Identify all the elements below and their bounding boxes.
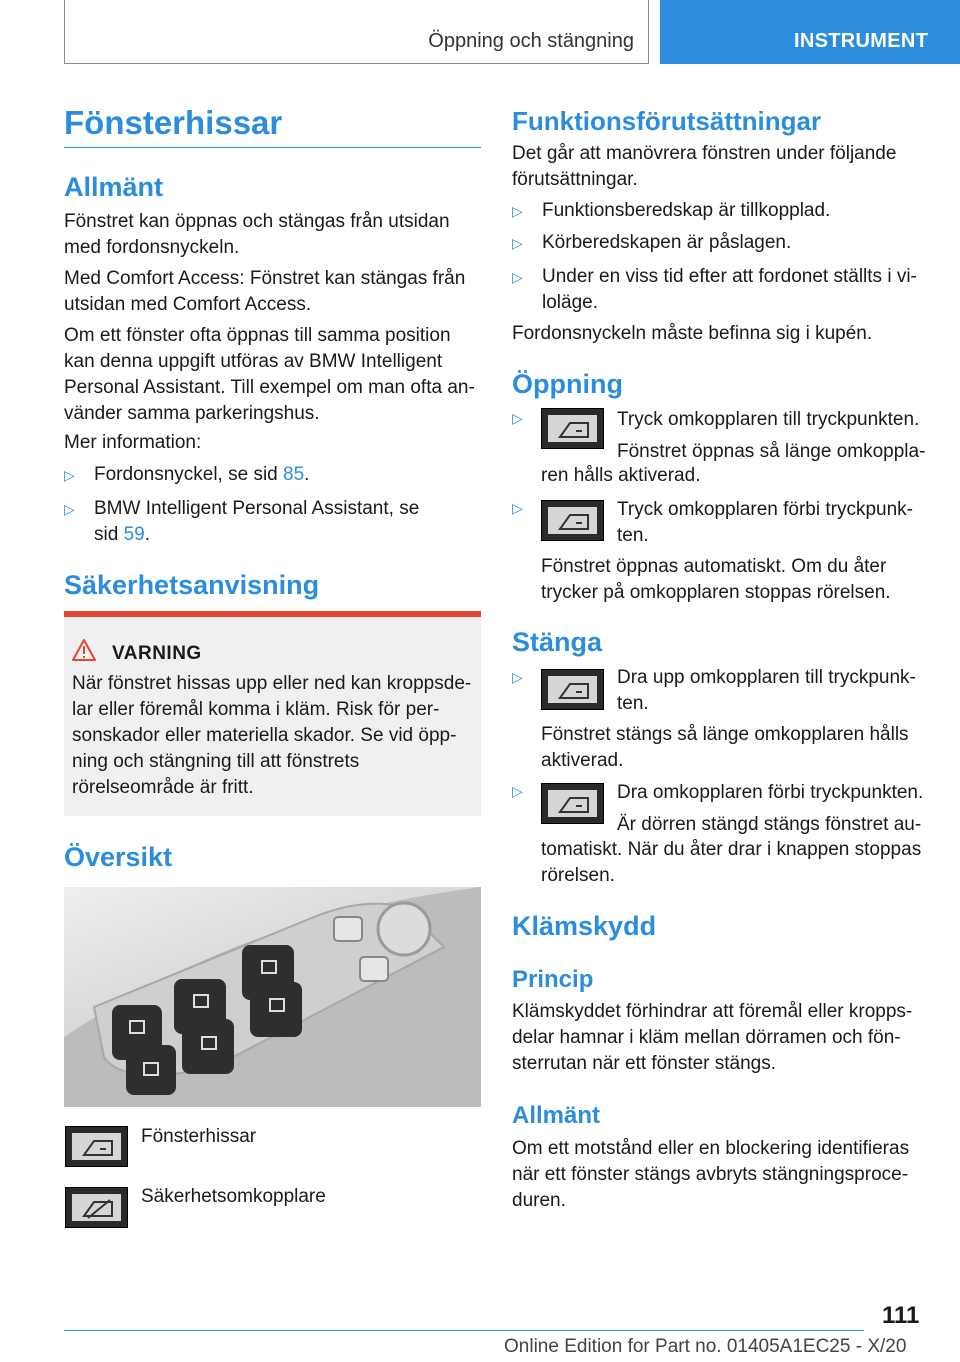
text-line <box>94 522 419 548</box>
window-switch-icon <box>541 669 604 710</box>
text-line: Om ett motstånd eller en blockering identifieras <box>512 1138 910 1159</box>
triangle-bullet-icon: ▷ <box>64 501 75 517</box>
triangle-bullet-icon: ▷ <box>512 269 523 285</box>
bullet-text <box>94 496 419 548</box>
text-line: trycker på omkopplaren stoppas rörelsen. <box>541 582 891 603</box>
bullet-text <box>94 462 309 488</box>
safety-switch-icon <box>65 1187 128 1228</box>
text-line: vänder samma parkeringshus. <box>64 403 320 424</box>
text-line: Fönstret stängs så länge omkopplaren hålls <box>541 724 909 745</box>
text-line: aktiverad. <box>541 750 624 771</box>
paragraph-2 <box>64 266 465 318</box>
window-switch-icon <box>541 500 604 541</box>
bullet-text: Körberedskapen är påslagen. <box>542 232 792 253</box>
text-line: När fönstret hissas upp eller ned kan kroppsde- <box>72 673 472 694</box>
open-step-1-cont: ren hålls aktiverad. <box>541 465 701 486</box>
text-line: lar eller föremål komma i kläm. Risk för per- <box>72 699 440 720</box>
bullet-label: sid <box>94 524 124 545</box>
heading-princip: Princip <box>512 966 594 993</box>
text-line: sonskador eller materiella skador. Se vid öpp- <box>72 725 457 746</box>
footer-edition: Online Edition for Part no. 01405A1EC25 - X/20 <box>504 1336 907 1357</box>
text-line: med fordonsnyckeln. <box>64 237 240 258</box>
list-item <box>64 462 481 488</box>
text-line: när ett fönster stängs avbryts stängningsproce- <box>512 1164 909 1185</box>
heading-oversikt: Översikt <box>64 842 173 872</box>
text-line: Är dörren stängd stängs fönstret au- <box>617 814 922 835</box>
open-step-2 <box>617 497 913 549</box>
text-line: Dra omkopplaren förbi tryckpunkten. <box>617 782 924 803</box>
list-item <box>512 198 932 224</box>
page-link-85[interactable]: 85 <box>283 464 305 485</box>
warning-title: VARNING <box>112 643 202 664</box>
footer-rule <box>64 1330 864 1331</box>
triangle-bullet-icon: ▷ <box>512 410 523 426</box>
heading-sakerhetsanvisning: Säkerhetsanvisning <box>64 570 320 600</box>
text-line: Det går att manövrera fönstren under följande <box>512 143 897 164</box>
warning-triangle-icon <box>72 639 96 661</box>
window-switch-icon <box>541 783 604 824</box>
title-rule <box>64 147 481 148</box>
list-item <box>512 264 932 316</box>
legend-window-lifts: Fönsterhissar <box>141 1126 257 1147</box>
triangle-bullet-icon: ▷ <box>512 235 523 251</box>
text-line: rörelsen. <box>541 865 615 886</box>
text-line: rörelseområde är fritt. <box>72 777 254 798</box>
func-intro <box>512 141 896 193</box>
paragraph-1 <box>64 209 450 261</box>
text-line: utsidan med Comfort Access. <box>64 294 312 315</box>
window-switch-icon <box>541 408 604 449</box>
heading-stanga: Stänga <box>512 627 603 657</box>
text-line: loläge. <box>542 292 598 313</box>
text-line: ten. <box>617 525 649 546</box>
triangle-bullet-icon: ▷ <box>512 500 523 516</box>
text-line: BMW Intelligent Personal Assistant, se <box>94 498 420 519</box>
bullet-punct: . <box>144 524 150 545</box>
close-step-1 <box>617 665 916 717</box>
text-line: Fönstret öppnas så länge omkoppla- <box>617 441 926 462</box>
text-line: Tryck omkopplaren till tryckpunkten. <box>617 409 920 430</box>
bullet-text <box>542 264 917 316</box>
paragraph-3 <box>64 323 475 427</box>
text-line: ning och stängning till att fönstrets <box>72 751 360 772</box>
text-line: Om ett fönster ofta öppnas till samma position <box>64 325 451 346</box>
text-line: sterrutan när ett fönster stängs. <box>512 1053 777 1074</box>
triangle-bullet-icon: ▷ <box>64 467 75 483</box>
bullet-text: Funktionsberedskap är tillkopplad. <box>542 200 831 221</box>
text-line: kan denna uppgift utföras av BMW Intelligent <box>64 351 443 372</box>
close-step-2-cont <box>541 837 921 889</box>
heading-allmant-2: Allmänt <box>512 1102 601 1129</box>
page-link-59[interactable]: 59 <box>123 524 145 545</box>
list-item <box>512 230 932 256</box>
heading-oppning: Öppning <box>512 369 623 399</box>
triangle-bullet-icon: ▷ <box>512 203 523 219</box>
text-line: ten. <box>617 693 649 714</box>
list-item <box>64 496 481 548</box>
text-line: förutsättningar. <box>512 169 638 190</box>
text-line: Med Comfort Access: Fönstret kan stängas från <box>64 268 466 289</box>
text-line: Dra upp omkopplaren till tryckpunk- <box>617 667 916 688</box>
heading-allmant: Allmänt <box>64 172 164 202</box>
bullet-label: Fordonsnyckel, se sid <box>94 464 284 485</box>
text-line: Klämskyddet förhindrar att föremål eller kropps- <box>512 1001 913 1022</box>
text-line: Fönstret kan öppnas och stängas från utsidan <box>64 211 450 232</box>
header-chapter-label: INSTRUMENT <box>794 30 929 52</box>
more-info-label: Mer information: <box>64 432 202 453</box>
text-line: Tryck omkopplaren förbi tryckpunk- <box>617 499 914 520</box>
open-step-2-cont <box>541 554 891 606</box>
key-note: Fordonsnyckeln måste befinna sig i kupén. <box>512 323 873 344</box>
header-section-title: Öppning och stängning <box>428 30 634 52</box>
text-line: tomatiskt. När du åter drar i knappen stoppas <box>541 839 922 860</box>
warning-text <box>72 671 474 801</box>
close-step-1-cont <box>541 722 909 774</box>
triangle-bullet-icon: ▷ <box>512 669 523 685</box>
page-number: 111 <box>882 1302 920 1329</box>
text-line: delar hamnar i kläm mellan dörramen och fön- <box>512 1027 901 1048</box>
text-line: Under en viss tid efter att fordonet ställts i vi- <box>542 266 917 287</box>
window-switch-illustration <box>64 887 481 1107</box>
header-chapter-tab[interactable] <box>660 0 960 64</box>
general-text <box>512 1136 909 1214</box>
window-switch-photo <box>64 887 481 1107</box>
close-step-2 <box>617 780 923 838</box>
warning-box <box>64 611 481 816</box>
open-step-1 <box>617 407 925 465</box>
bullet-punct: . <box>304 464 310 485</box>
text-line: Fönstret öppnas automatiskt. Om du åter <box>541 556 887 577</box>
heading-klamskydd: Klämskydd <box>512 911 657 941</box>
page-title: Fönsterhissar <box>64 104 283 141</box>
triangle-bullet-icon: ▷ <box>512 783 523 799</box>
header-section-box <box>64 0 649 64</box>
text-line: Personal Assistant. Till exempel om man ofta an- <box>64 377 475 398</box>
text-line: duren. <box>512 1190 566 1211</box>
heading-funktionsforutsattningar: Funktionsförutsättningar <box>512 106 822 136</box>
legend-safety-switch: Säkerhetsomkopplare <box>141 1186 326 1207</box>
principle-text <box>512 999 912 1077</box>
window-switch-icon <box>65 1126 128 1167</box>
